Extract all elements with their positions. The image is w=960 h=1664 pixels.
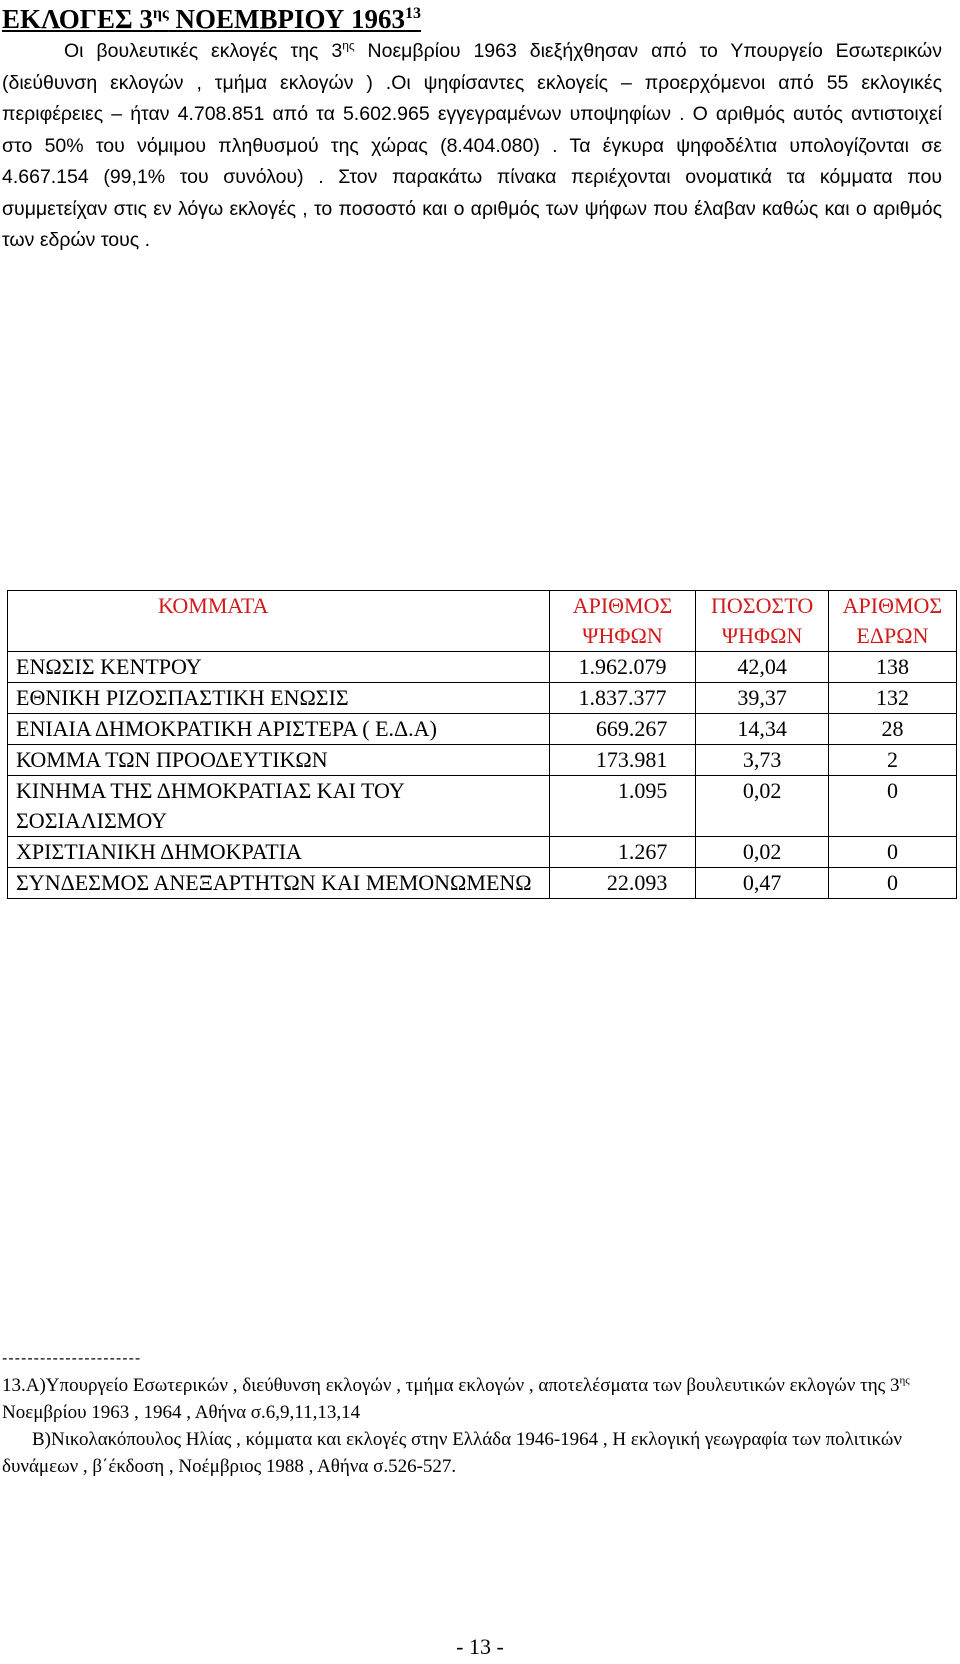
- table-row: [8, 745, 957, 776]
- vote-count: 1.267: [549, 837, 696, 868]
- header-seats: ΑΡΙΘΜΟΣ ΕΔΡΩΝ: [828, 591, 956, 652]
- seat-count: 0: [828, 776, 956, 837]
- table-row: [8, 776, 957, 837]
- party-name: ΕΘΝΙΚΗ ΡΙΖΟΣΠΑΣΤΙΚΗ ΕΝΩΣΙΣ: [8, 683, 550, 714]
- vote-percentage: 42,04: [696, 652, 828, 683]
- seat-count: 2: [828, 745, 956, 776]
- party-name: ΕΝΩΣΙΣ ΚΕΝΤΡΟΥ: [8, 652, 550, 683]
- vote-percentage: 0,47: [696, 868, 828, 899]
- seat-count: 0: [828, 837, 956, 868]
- party-name: ΣΥΝΔΕΣΜΟΣ ΑΝΕΞΑΡΤΗΤΩΝ ΚΑΙ ΜΕΜΟΝΩΜΕΝΩ: [8, 868, 550, 899]
- footnote-b: Β)Νικολακόπουλος Ηλίας , κόμματα και εκλογές στην Ελλάδα 1946-1964 , Η εκλογική γεωγραφία των πολιτικών δυνάμεων , β΄έκδοση , Νοέμβριος 1988 , Αθήνα σ.526-527.: [2, 1429, 903, 1477]
- party-name: ΚΟΜΜΑ ΤΩΝ ΠΡΟΟΔΕΥΤΙΚΩΝ: [8, 745, 550, 776]
- party-name: ΚΙΝΗΜΑ ΤΗΣ ΔΗΜΟΚΡΑΤΙΑΣ ΚΑΙ ΤΟΥ ΣΟΣΙΑΛΙΣΜΟΥ: [8, 776, 550, 837]
- party-name: ΧΡΙΣΤΙΑΝΙΚΗ ΔΗΜΟΚΡΑΤΙΑ: [8, 837, 550, 868]
- vote-count: 173.981: [549, 745, 696, 776]
- vote-percentage: 14,34: [696, 714, 828, 745]
- header-parties: ΚΟΜΜΑΤΑ: [8, 591, 550, 652]
- election-results-table: [7, 590, 957, 899]
- table-row: [8, 714, 957, 745]
- vote-percentage: 3,73: [696, 745, 828, 776]
- vote-percentage: 0,02: [696, 837, 828, 868]
- seat-count: 138: [828, 652, 956, 683]
- table-row: [8, 683, 957, 714]
- header-votes: ΑΡΙΘΜΟΣ ΨΗΦΩΝ: [549, 591, 696, 652]
- vote-percentage: 39,37: [696, 683, 828, 714]
- table-row: [8, 652, 957, 683]
- vote-count: 1.962.079: [549, 652, 696, 683]
- footnote-separator: ----------------------: [2, 1350, 142, 1367]
- footnotes: [2, 1372, 952, 1480]
- seat-count: 0: [828, 868, 956, 899]
- vote-percentage: 0,02: [696, 776, 828, 837]
- intro-paragraph: Οι βουλευτικές εκλογές της $3^{\eta\varsigma}$ Νοεμβρίου 1963 διεξήχθησαν από το Υπουργείο Εσωτερικών (διεύθυνση εκλογών , τμήμα εκλογών ) .Οι ψηφίσαντες εκλογείς – προερχόμενοι από 55 εκλογικές περιφέρειες – ήταν 4.708.851 από τα 5.602.965 εγγεγραμένων υποψηφίων . Ο αριθμός αυτός αντιστοιχεί στο 50% του νόμιμου πληθυσμού της χώρας (8.404.080) . Τα έγκυρα ψηφοδέλτια υπολογίζονται σε 4.667.154 (99,1% του συνόλου) . Στον παρακάτω πίνακα περιέχονται ονοματικά τα κόμματα που συμμετείχαν στις εν λόγω εκλογές , το ποσοστό και ο αριθμός των ψήφων που έλαβαν καθώς και ο αριθμός των εδρών τους .: [2, 38, 942, 251]
- vote-count: 669.267: [549, 714, 696, 745]
- table-row: [8, 868, 957, 899]
- seat-count: 132: [828, 683, 956, 714]
- seat-count: 28: [828, 714, 956, 745]
- page-number: - 13 -: [456, 1634, 504, 1659]
- party-name: ΕΝΙΑΙΑ ΔΗΜΟΚΡΑΤΙΚΗ ΑΡΙΣΤΕΡΑ ( Ε.Δ.Α): [8, 714, 550, 745]
- vote-count: 22.093: [549, 868, 696, 899]
- vote-count: 1.095: [549, 776, 696, 837]
- header-percentage: ΠΟΣΟΣΤΟ ΨΗΦΩΝ: [696, 591, 828, 652]
- table-header-row: [8, 591, 957, 652]
- footnote-a: 13.Α)Υπουργείο Εσωτερικών , διεύθυνση εκλογών , τμήμα εκλογών , αποτελέσματα των βουλευτικών εκλογών της $3^{\eta\varsigma}$ Νοεμβρίου 1963 , 1964 , Αθήνα σ.6,9,11,13,14: [2, 1374, 910, 1423]
- vote-count: 1.837.377: [549, 683, 696, 714]
- page-title: ΕΚΛΟΓΕΣ $3^{\eta\varsigma}$ ΝΟΕΜΒΡΙΟΥ 1963$^{13}$: [2, 4, 422, 34]
- table-row: [8, 837, 957, 868]
